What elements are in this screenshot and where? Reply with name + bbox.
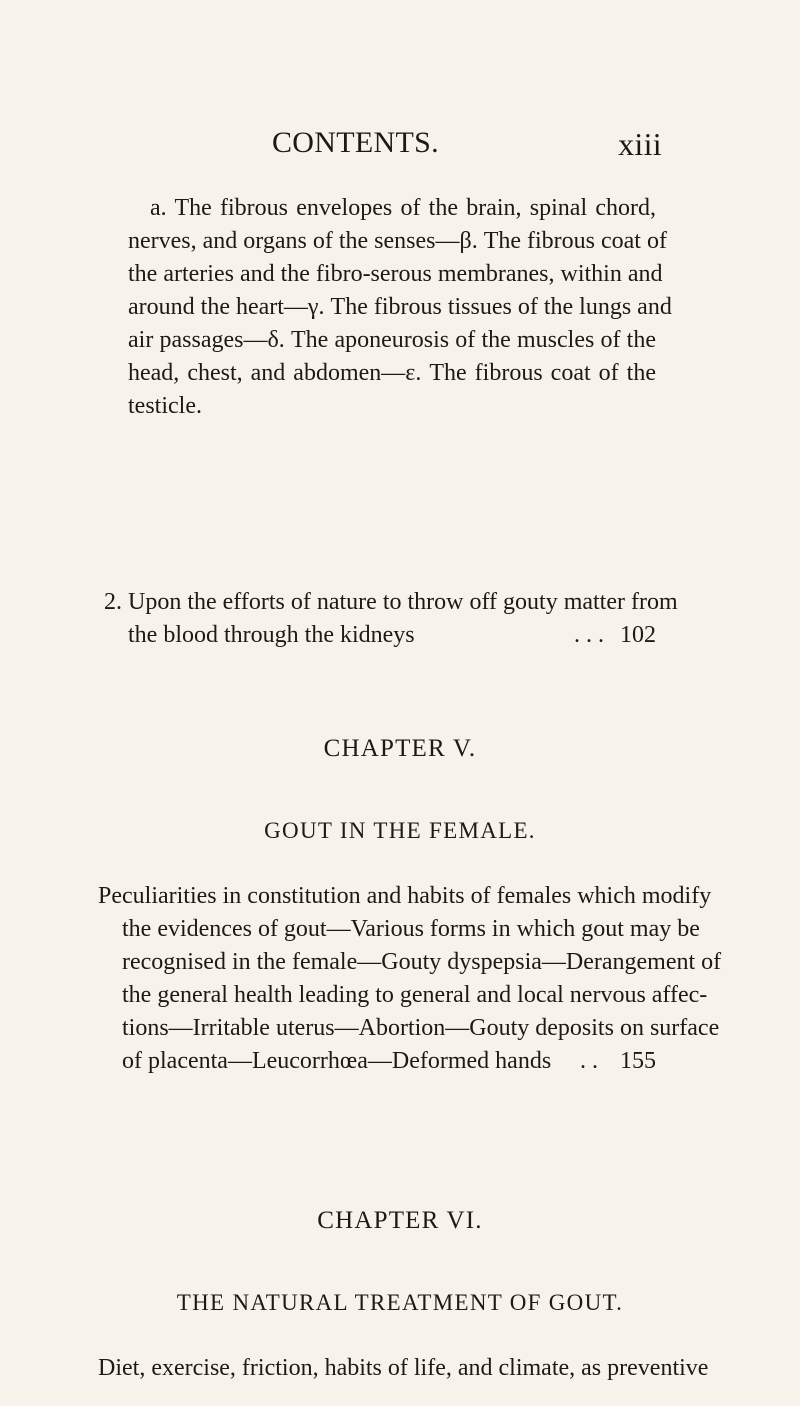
toc-line: the evidences of gout—Various forms in which gout may be bbox=[122, 916, 700, 942]
toc-leader-dots: . . . bbox=[574, 622, 604, 648]
item-2-entry bbox=[104, 586, 678, 652]
toc-line: recognised in the female—Gouty dyspepsia—Derangement of bbox=[122, 949, 722, 975]
toc-line-with-page bbox=[98, 1045, 656, 1078]
item-a-paragraph bbox=[128, 192, 672, 423]
toc-leader-dots: . . bbox=[580, 1048, 598, 1074]
toc-line: 2. Upon the efforts of nature to throw off gouty matter from bbox=[104, 589, 678, 615]
chapter-5-summary bbox=[98, 880, 722, 1078]
text-line: a. The fibrous envelopes of the brain, spinal chord, bbox=[150, 195, 656, 221]
page-number: xiii bbox=[618, 126, 662, 162]
toc-page-number: 102 bbox=[620, 622, 656, 648]
toc-line-with-page bbox=[104, 619, 656, 652]
toc-page-number: 155 bbox=[620, 1048, 656, 1074]
toc-line: the general health leading to general and local nervous affec- bbox=[122, 982, 708, 1008]
toc-text: of placenta—Leucorrhœa—Deformed hands bbox=[122, 1048, 552, 1074]
chapter-6-summary bbox=[98, 1352, 709, 1385]
text-line: air passages—δ. The aponeurosis of the muscles of the bbox=[128, 327, 656, 353]
toc-line: Peculiarities in constitution and habits of females which modify bbox=[98, 883, 712, 909]
chapter-6-heading: CHAPTER VI. bbox=[317, 1207, 483, 1234]
text-line: head, chest, and abdomen—ε. The fibrous coat of the bbox=[128, 360, 656, 386]
toc-line: Diet, exercise, friction, habits of life, and climate, as preventive bbox=[98, 1355, 709, 1381]
text-line: nerves, and organs of the senses—β. The fibrous coat of bbox=[128, 228, 667, 254]
running-title: CONTENTS. bbox=[272, 126, 439, 159]
chapter-6-title: THE NATURAL TREATMENT OF GOUT. bbox=[176, 1290, 624, 1315]
toc-line: tions—Irritable uterus—Abortion—Gouty deposits on surface bbox=[122, 1015, 720, 1041]
chapter-5-title: GOUT IN THE FEMALE. bbox=[264, 818, 536, 843]
text-line: around the heart—γ. The fibrous tissues of the lungs and bbox=[128, 294, 672, 320]
page-header bbox=[272, 126, 662, 176]
chapter-5-heading: CHAPTER V. bbox=[323, 735, 477, 762]
toc-text: the blood through the kidneys bbox=[128, 622, 415, 648]
text-line: testicle. bbox=[128, 393, 202, 419]
text-line: the arteries and the fibro-serous membranes, within and bbox=[128, 261, 663, 287]
